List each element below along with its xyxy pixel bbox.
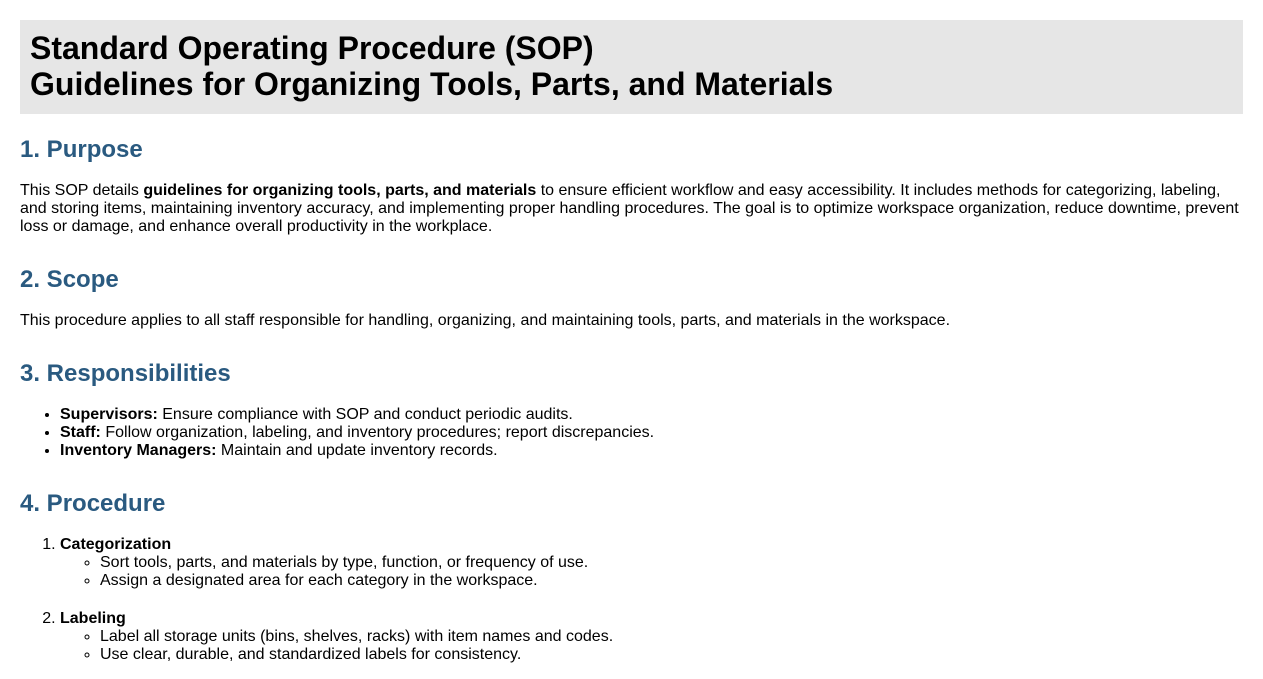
role-label: Staff: <box>60 424 101 441</box>
step-title: Labeling <box>60 610 126 627</box>
document-title-line-2: Guidelines for Organizing Tools, Parts, and Materials <box>30 66 834 102</box>
role-description: Maintain and update inventory records. <box>216 442 498 459</box>
purpose-paragraph <box>20 182 1243 236</box>
list-item: ◦ Sort tools, parts, and materials by type, function, or frequency of use. <box>100 554 1243 572</box>
procedure-step <box>60 610 1243 664</box>
procedure-step <box>60 536 1243 590</box>
purpose-heading: 1. Purpose <box>20 136 143 163</box>
procedure-heading: 4. Procedure <box>20 490 166 517</box>
list-item: ◦ Assign a designated area for each category in the workspace. <box>100 572 1243 590</box>
list-item: ◦ Label all storage units (bins, shelves, racks) with item names and codes. <box>100 628 1243 646</box>
document-title-line-1: Standard Operating Procedure (SOP) <box>30 30 594 66</box>
purpose-text-end: to ensure efficient workflow and easy accessibility. It includes methods for categorizing, labeling, and storing items, maintaining inventory accuracy, and implementing proper handling procedures. The goal is to optimize workspace organization, reduce downtime, prevent loss or damage, and enhance overall productivity in the workplace. <box>20 182 1239 235</box>
list-item <box>60 424 1243 442</box>
procedure-steps <box>20 536 1243 664</box>
step-points <box>60 554 1243 590</box>
role-label: Supervisors: <box>60 406 158 423</box>
step-title: Categorization <box>60 536 172 553</box>
purpose-text-bold: guidelines for organizing tools, parts, and materials <box>143 182 537 199</box>
role-label: Inventory Managers: <box>60 442 217 459</box>
responsibilities-heading: 3. Responsibilities <box>20 360 231 387</box>
role-description: Ensure compliance with SOP and conduct periodic audits. <box>157 406 573 423</box>
role-description: Follow organization, labeling, and inventory procedures; report discrepancies. <box>100 424 655 441</box>
title-banner <box>20 20 1243 114</box>
step-points <box>60 628 1243 664</box>
scope-heading: 2. Scope <box>20 266 119 293</box>
list-item <box>60 442 1243 460</box>
scope-paragraph: This procedure applies to all staff responsible for handling, organizing, and maintaining tools, parts, and materials in the workspace. <box>20 312 951 329</box>
list-item: ◦ Use clear, durable, and standardized labels for consistency. <box>100 646 1243 664</box>
list-item <box>60 406 1243 424</box>
purpose-text-start: This SOP details <box>20 182 144 199</box>
responsibilities-list <box>20 406 1243 460</box>
